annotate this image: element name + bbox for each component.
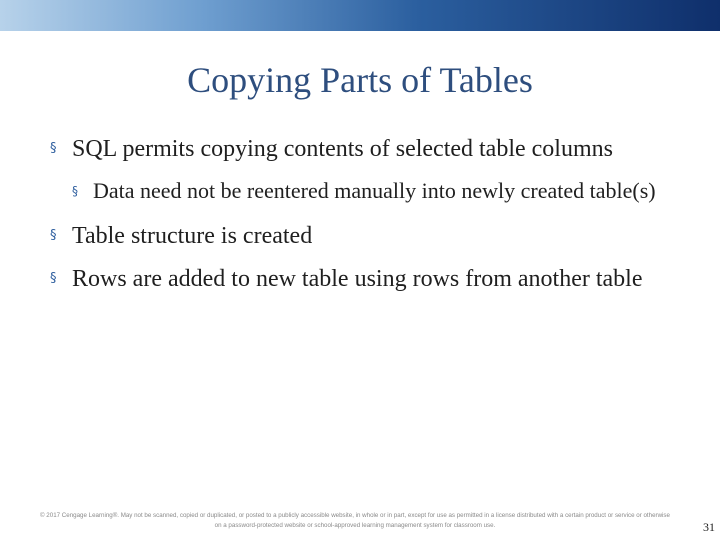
bullet-marker-icon: § xyxy=(50,228,57,243)
bullet-marker-icon: § xyxy=(72,184,78,198)
bullet-marker-icon: § xyxy=(50,271,57,286)
bullet-item-rows-added xyxy=(48,263,688,295)
bullet-text: Table structure is created xyxy=(72,223,313,249)
copyright-notice: © 2017 Cengage Learning®. May not be scanned, copied or duplicated, or posted to a publicly accessible website, in whole or in part, except for use as permitted in a license distributed with a certain product or service or otherwise on a password-protected website or school-approved learning management system for classroom use. xyxy=(40,512,670,529)
bullet-marker-icon: § xyxy=(50,141,57,156)
bullet-item-sql-copying xyxy=(48,133,688,165)
sub-bullet-item-no-reentry xyxy=(70,176,688,206)
top-gradient-bar xyxy=(0,0,720,31)
bullet-text: Rows are added to new table using rows from another table xyxy=(72,266,643,292)
bullet-item-structure-created xyxy=(48,220,688,252)
slide-title: Copying Parts of Tables xyxy=(187,60,533,100)
page-number: 31 xyxy=(703,520,715,534)
bullet-text: Data need not be reentered manually into newly created table(s) xyxy=(93,178,656,203)
bullet-list xyxy=(48,133,688,306)
bullet-text: SQL permits copying contents of selected table columns xyxy=(72,136,613,162)
